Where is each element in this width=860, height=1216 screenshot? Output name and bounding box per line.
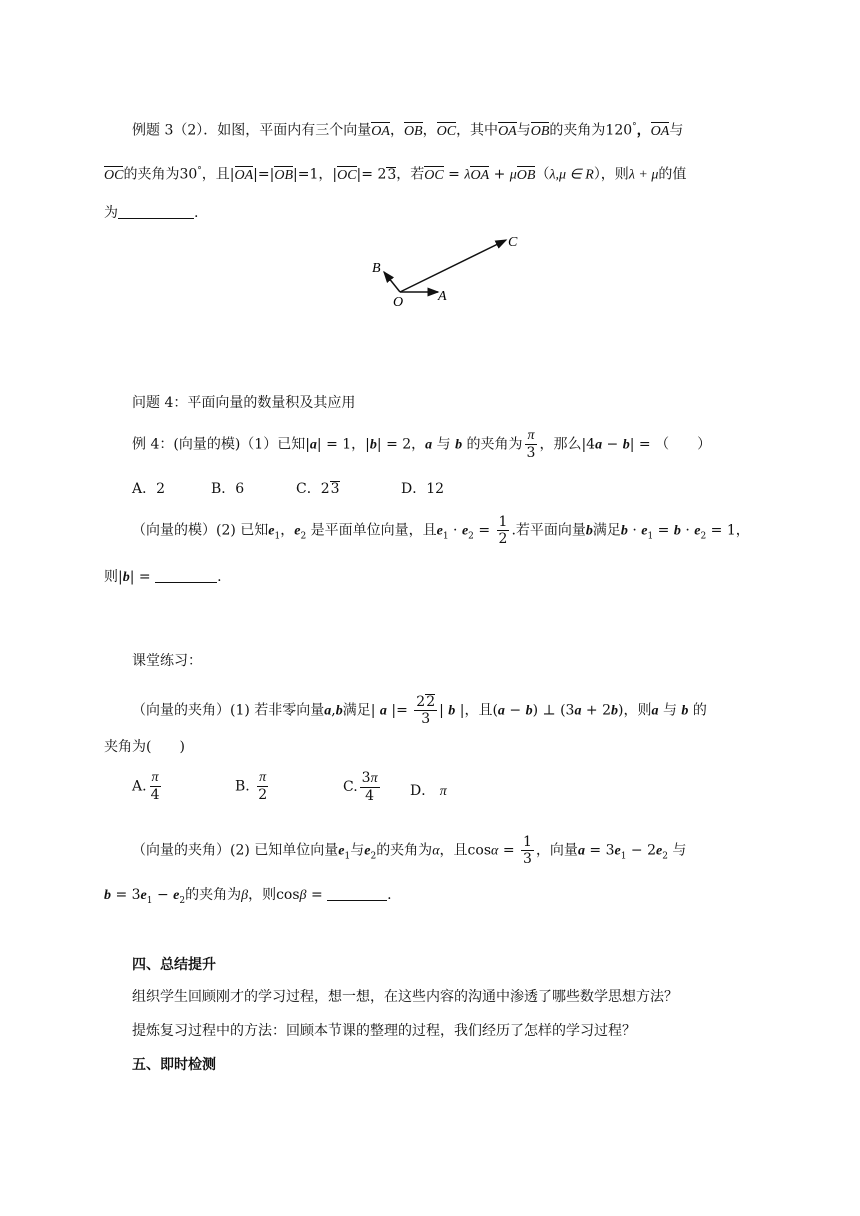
practice2-line1: （向量的夹角）(2) 已知单位向量$e_1$与$e_2$的夹角为α，且cosα = $\frac{1}{3}$ ，向量$a = 3e_1 - 2e_2$ 与 <box>132 834 687 867</box>
practice1-line1: （向量的夹角）(1) 若非零向量a,b满足| a |= $\frac{22}{3}$ | b |，且(a − b) ⊥ (3a + 2b)，则a 与 b 的 <box>132 694 707 727</box>
section4-line2: 提炼复习过程中的方法：回顾本节课的整理的过程，我们经历了怎样的学习过程？ <box>132 1023 636 1039</box>
vector-oc <box>400 240 506 292</box>
example3-line2: OC的夹角为30°，且|OA|=|OB|=1，|OC|= 23，若OC = λOA + μOB（λ,μ ∈ R），则λ + μ的值 <box>104 166 687 183</box>
answer-blank[interactable] <box>327 886 387 901</box>
example4-part2-line2: 则|b| = . <box>104 569 222 585</box>
practice1-choice-a[interactable]: A. $\frac{\pi}{4}$ <box>132 770 160 803</box>
example4-part2-line1: （向量的模）(2) 已知$e_1$，$e_2$ 是平面单位向量，且$e_1 \cdot e_2$ = $\frac{1}{2}$ .若平面向量b满足$b \cdot e_1 = b \cdot e_2 = 1$， <box>132 514 750 547</box>
section4-line1: 组织学生回顾刚才的学习过程，想一想，在这些内容的沟通中渗透了哪些数学思想方法？ <box>132 989 678 1005</box>
question4-heading: 问题 4：平面向量的数量积及其应用 <box>132 395 356 411</box>
answer-blank[interactable] <box>118 204 194 219</box>
example4-line: 例 4：(向量的模)（1）已知|a| = 1，|b| = 2，a 与 b 的夹角为 $\frac{\pi}{3}$ ，那么|4a − b| = （ ） <box>132 428 712 461</box>
answer-blank[interactable] <box>155 568 217 583</box>
label-c: C <box>508 235 518 250</box>
ex4-choice-c[interactable]: C．23 <box>296 481 340 497</box>
label-b: B <box>372 261 381 276</box>
practice2-line2: $b = 3e_1 - e_2$的夹角为β，则cosβ = . <box>104 887 392 906</box>
vector-ob <box>384 272 400 292</box>
example3-line3: 为 . <box>104 205 199 221</box>
ex4-choice-b[interactable]: B．6 <box>211 481 245 497</box>
ex4-choice-d[interactable]: D．12 <box>401 481 445 497</box>
vector-figure <box>360 226 540 316</box>
ex4-choice-a[interactable]: A．2 <box>132 481 166 497</box>
practice1-choice-b[interactable]: B. $\frac{\pi}{2}$ <box>235 770 268 803</box>
label-a: A <box>438 289 447 304</box>
label-o: O <box>393 295 404 310</box>
practice1-line2: 夹角为( ) <box>104 739 185 755</box>
section4-heading: 四、总结提升 <box>132 957 216 973</box>
example3-line1: 例题 3（2）．如图，平面内有三个向量OA，OB，OC，其中OA与OB的夹角为120°，OA与 <box>132 122 684 139</box>
practice-heading: 课堂练习： <box>132 653 202 669</box>
section5-heading: 五、即时检测 <box>132 1057 216 1073</box>
practice1-choice-c[interactable]: C. $\frac{3\pi}{4}$ <box>343 770 378 804</box>
practice1-choice-d[interactable]: D． π <box>410 783 447 799</box>
